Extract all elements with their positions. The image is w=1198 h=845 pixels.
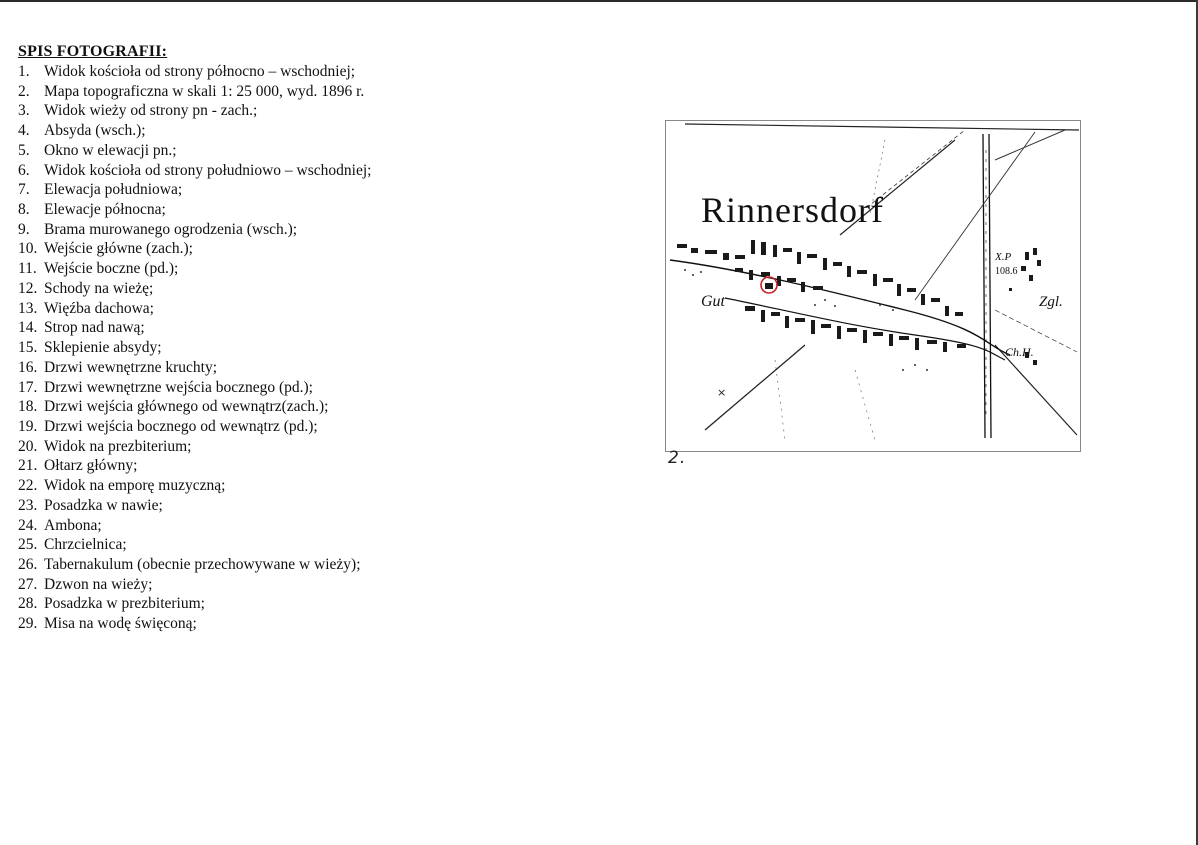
photo-list-text: Drzwi wejścia bocznego od wewnątrz (pd.);: [44, 417, 318, 435]
photo-list-number: 5.: [18, 141, 30, 159]
photo-list-text: Drzwi wejścia głównego od wewnątrz(zach.);: [44, 398, 329, 416]
photo-list-text: Ambona;: [44, 516, 102, 534]
photo-list: [18, 62, 371, 634]
photo-list-text: Widok kościoła od strony południowo – wschodniej;: [44, 161, 372, 179]
photo-list-item: [18, 535, 371, 555]
photo-list-number: 9.: [18, 220, 30, 238]
photo-list-item: [18, 239, 371, 259]
photo-list-item: [18, 476, 371, 496]
photo-list-text: Strop nad nawą;: [44, 319, 145, 337]
photo-list-number: 7.: [18, 181, 30, 199]
photo-list-item: [18, 62, 371, 82]
photo-list-item: [18, 496, 371, 516]
photo-list-item: [18, 614, 371, 634]
photo-list-number: 25.: [18, 536, 38, 554]
photo-list-text: Absyda (wsch.);: [44, 122, 146, 140]
photo-list-number: 23.: [18, 496, 38, 514]
photo-list-item: [18, 318, 371, 338]
photo-list-text: Wejście boczne (pd.);: [44, 260, 179, 278]
photo-list-text: Brama murowanego ogrodzenia (wsch.);: [44, 220, 298, 238]
photo-list-item: [18, 101, 371, 121]
photo-list-text: Więźba dachowa;: [44, 299, 154, 317]
map-label-xp: X.P: [995, 251, 1012, 263]
photo-list-text: Widok kościoła od strony północno – wschodniej;: [44, 63, 356, 80]
photo-list-item: [18, 338, 371, 358]
photo-list-number: 6.: [18, 161, 30, 179]
photo-list-text: Tabernakulum (obecnie przechowywane w wieży);: [44, 555, 361, 573]
photo-list-number: 1.: [18, 63, 30, 80]
photo-list-number: 27.: [18, 575, 38, 593]
photo-list-text: Schody na wieżę;: [44, 279, 154, 297]
scan-edge-top: [0, 0, 1198, 2]
photo-list-item: [18, 516, 371, 536]
photo-list-text: Posadzka w nawie;: [44, 496, 163, 514]
photo-list-number: 20.: [18, 437, 38, 455]
photo-list-item: [18, 82, 371, 102]
photo-list-text: Widok na emporę muzyczną;: [44, 477, 226, 495]
photo-list-item: [18, 220, 371, 240]
map-label-elevation: 108.6: [995, 266, 1018, 277]
photo-list-number: 17.: [18, 378, 38, 396]
map-label-chh: Ch.H.: [1005, 345, 1034, 359]
photo-list-item: [18, 121, 371, 141]
photo-list-text: Dzwon na wieży;: [44, 575, 153, 593]
photo-list-number: 12.: [18, 279, 38, 297]
photo-list-text: Mapa topograficzna w skali 1: 25 000, wyd. 1896 r.: [44, 82, 365, 100]
photo-list-text: Widok wieży od strony pn - zach.;: [44, 102, 258, 120]
photo-list-text: Misa na wodę święconą;: [44, 615, 197, 633]
photo-list-item: [18, 397, 371, 417]
photo-list-text: Elewacja południowa;: [44, 181, 183, 199]
map-x-mark: ×: [717, 386, 727, 399]
photo-list-number: 10.: [18, 240, 38, 258]
photo-list-number: 24.: [18, 516, 38, 534]
photo-list-text: Chrzcielnica;: [44, 536, 127, 554]
photo-list-text: Drzwi wewnętrzne kruchty;: [44, 358, 218, 376]
photo-list-item: [18, 200, 371, 220]
photo-list-item: [18, 141, 371, 161]
map-drawing: [665, 120, 1081, 452]
photo-list-item: [18, 594, 371, 614]
photo-list-item: [18, 180, 371, 200]
photo-list-item: [18, 378, 371, 398]
photo-list-text: Widok na prezbiterium;: [44, 437, 192, 455]
photo-list-number: 18.: [18, 398, 38, 416]
photo-list-number: 15.: [18, 339, 38, 357]
photo-list-number: 13.: [18, 299, 38, 317]
photo-list-number: 8.: [18, 201, 30, 219]
topographic-map: [665, 120, 1081, 452]
photo-list-number: 26.: [18, 555, 38, 573]
photo-list-number: 28.: [18, 595, 38, 613]
photo-list-text: Elewacje północna;: [44, 201, 166, 219]
photo-list-item: [18, 555, 371, 575]
photo-list-number: 2.: [18, 82, 30, 100]
map-label-zgl: Zgl.: [1039, 294, 1063, 310]
photo-list-item: [18, 161, 371, 181]
map-town-name: Rinnersdorf: [701, 190, 884, 230]
photo-list-number: 3.: [18, 102, 30, 120]
photo-list-text: Posadzka w prezbiterium;: [44, 595, 205, 613]
photo-list-number: 16.: [18, 358, 38, 376]
photo-list-text: Ołtarz główny;: [44, 457, 138, 475]
photo-list-number: 29.: [18, 615, 38, 633]
photo-list-item: [18, 358, 371, 378]
photo-list-item: [18, 299, 371, 319]
photo-list-item: [18, 279, 371, 299]
church-icon: [765, 283, 773, 289]
document-title: SPIS FOTOGRAFII:: [18, 43, 168, 60]
photo-list-item: [18, 575, 371, 595]
photo-list-text: Sklepienie absydy;: [44, 339, 162, 357]
photo-list-number: 22.: [18, 477, 38, 495]
photo-list-text: Okno w elewacji pn.;: [44, 141, 177, 159]
photo-list-text: Wejście główne (zach.);: [44, 240, 193, 258]
photo-list-item: [18, 417, 371, 437]
map-caption: 2.: [668, 448, 687, 468]
photo-list-item: [18, 259, 371, 279]
photo-list-number: 11.: [18, 260, 37, 278]
photo-list-number: 14.: [18, 319, 38, 337]
photo-list-number: 4.: [18, 122, 30, 140]
photo-list-item: [18, 456, 371, 476]
photo-list-item: [18, 437, 371, 457]
photo-list-text: Drzwi wewnętrzne wejścia bocznego (pd.);: [44, 378, 313, 396]
photo-list-number: 19.: [18, 417, 38, 435]
map-label-gut: Gut: [701, 293, 725, 310]
photo-list-number: 21.: [18, 457, 38, 475]
